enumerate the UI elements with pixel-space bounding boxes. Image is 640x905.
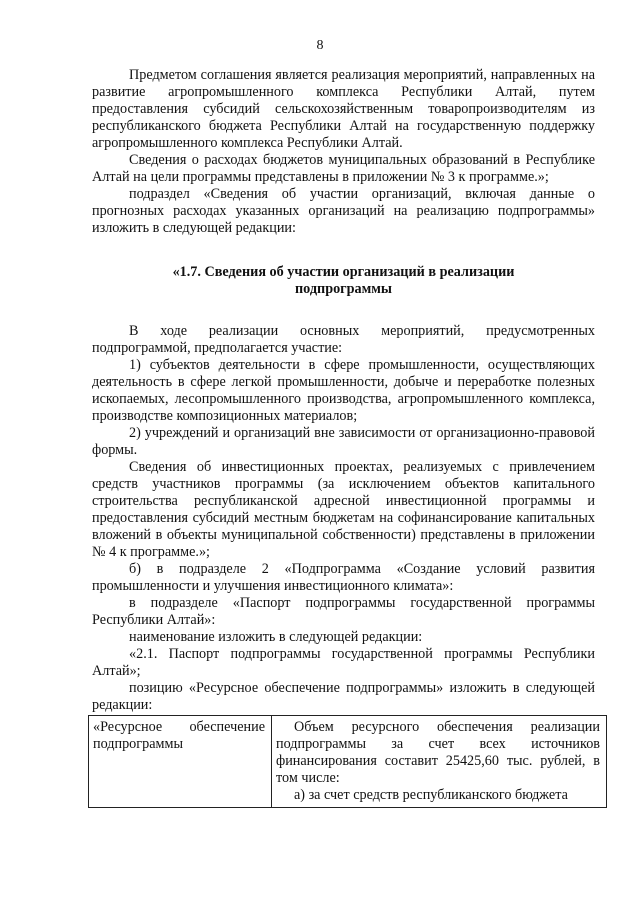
paragraph-subsection-2: б) в подразделе 2 «Подпрограмма «Создание условий развития промышленности и улучшения инвестиционного климата»: xyxy=(92,561,595,594)
paragraph-municipal-budgets: Сведения о расходах бюджетов муниципальных образований в Республике Алтай на цели программы представлены в приложении № 3 к программе.»; xyxy=(92,152,595,185)
paragraph-participant-1: 1) субъектов деятельности в сфере промышленности, осуществляющих деятельность в сфере легкой промышленности, добыче и переработке полезных ископаемых, лесопромышленного производства, агропромышленного комплекса, производстве композиционных материалов; xyxy=(92,357,595,424)
resource-label: «Ресурсное обеспечение подпрограммы xyxy=(93,719,265,752)
paragraph-position-instruction: позицию «Ресурсное обеспечение подпрограммы» изложить в следующей редакции: xyxy=(92,680,595,713)
table-cell-label xyxy=(89,716,272,808)
document-body xyxy=(92,67,600,808)
resource-republican-budget-text: а) за счет средств республиканского бюджета xyxy=(294,787,568,803)
section-heading xyxy=(92,264,595,298)
paragraph-investment-projects: Сведения об инвестиционных проектах, реализуемых с привлечением средств участников программы (за исключением объектов капитального строительства республиканской адресной инвестиционной программы и предоставления субсидий местным бюджетам на софинансирование капитальных вложений в объекты муниципальной собственности) представлены в приложении № 4 к программе.»; xyxy=(92,459,595,560)
resource-table xyxy=(88,715,607,808)
page-number: 8 xyxy=(316,38,324,53)
resource-total-text: Объем ресурсного обеспечения реализации подпрограммы за счет всех источников финансирования составит 25425,60 тыс. рублей, в том числе: xyxy=(276,719,600,786)
paragraph-passport-title: «2.1. Паспорт подпрограммы государственной программы Республики Алтай»; xyxy=(92,646,595,679)
paragraph-name-instruction: наименование изложить в следующей редакции: xyxy=(129,629,423,645)
paragraph-participation-intro: В ходе реализации основных мероприятий, предусмотренных подпрограммой, предполагается участие: xyxy=(92,323,595,356)
table-cell-value xyxy=(272,716,607,808)
paragraph-subsection-instruction: подраздел «Сведения об участии организаций, включая данные о прогнозных расходах указанных организаций на реализацию подпрограммы» изложить в следующей редакции: xyxy=(92,186,595,236)
paragraph-agreement-subject: Предметом соглашения является реализация мероприятий, направленных на развитие агропромышленного комплекса Республики Алтай, путем предоставления субсидий сельскохозяйственным товаропроизводителям из республиканского бюджета Республики Алтай на государственную поддержку агропромышленного комплекса Республики Алтай. xyxy=(92,67,595,151)
paragraph-participant-2: 2) учреждений и организаций вне зависимости от организационно-правовой формы. xyxy=(92,425,595,458)
section-heading-line-2: подпрограммы xyxy=(294,281,393,297)
table-row xyxy=(89,716,607,808)
section-heading-line-1: «1.7. Сведения об участии организаций в реализации xyxy=(172,264,515,280)
paragraph-passport-subsection: в подразделе «Паспорт подпрограммы государственной программы Республики Алтай»: xyxy=(92,595,595,628)
